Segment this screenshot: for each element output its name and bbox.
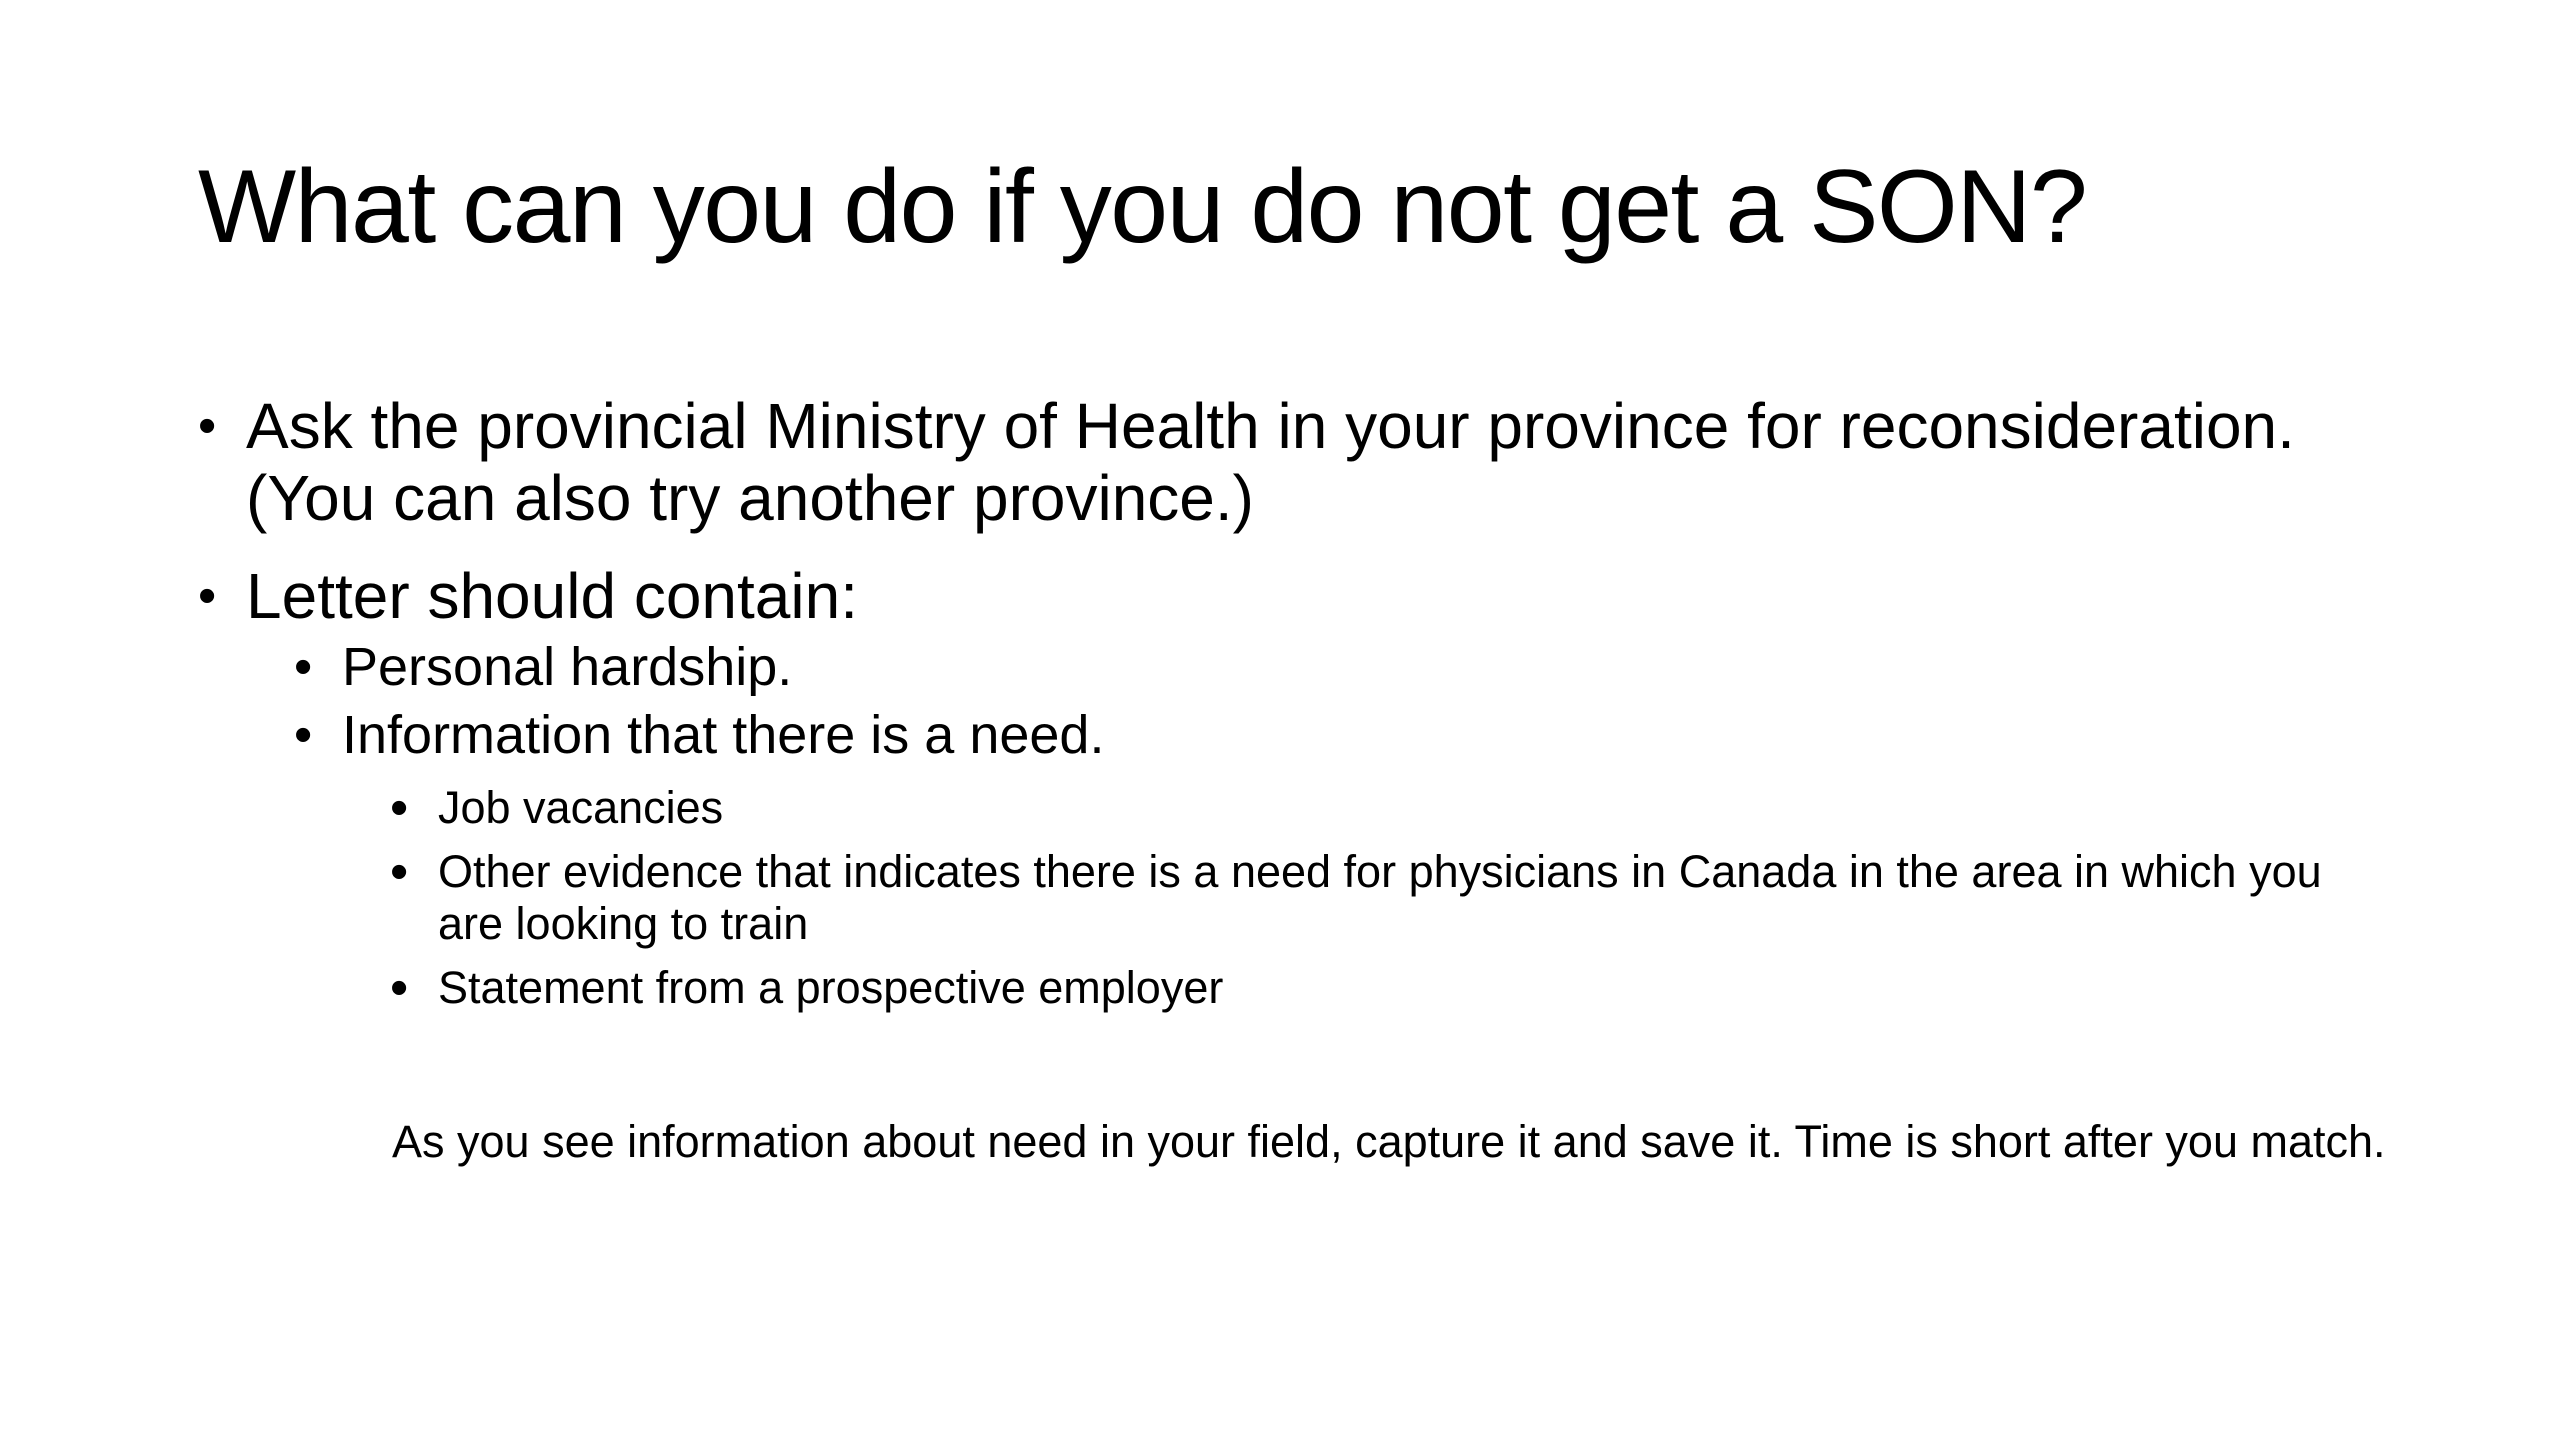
bullet-dot-icon: • bbox=[390, 843, 409, 901]
bullet-list bbox=[198, 390, 2398, 1040]
sub-sub-bullet-item-employer bbox=[390, 959, 2494, 1017]
sub-sub-bullet-list bbox=[342, 779, 2446, 1017]
sub-bullet-item-need bbox=[294, 700, 2446, 1017]
sub-bullet-text: Personal hardship. bbox=[342, 637, 793, 697]
sub-bullet-item-hardship bbox=[294, 632, 2446, 702]
slide-title: What can you do if you do not get a SON? bbox=[198, 149, 2087, 265]
bullet-dot-icon: • bbox=[198, 567, 217, 625]
sub-bullet-list bbox=[246, 632, 2398, 1017]
bullet-dot-icon: • bbox=[390, 959, 409, 1017]
sub-bullet-text: Information that there is a need. bbox=[342, 705, 1105, 765]
bullet-dot-icon: • bbox=[198, 397, 217, 455]
bullet-item-reconsideration bbox=[198, 390, 2398, 534]
bullet-dot-icon: • bbox=[294, 706, 313, 764]
bullet-dot-icon: • bbox=[294, 638, 313, 696]
bullet-dot-icon: • bbox=[390, 779, 409, 837]
sub-sub-bullet-text: Statement from a prospective employer bbox=[438, 962, 1224, 1013]
sub-sub-bullet-item-evidence bbox=[390, 843, 2338, 950]
sub-sub-bullet-text: Job vacancies bbox=[438, 782, 724, 833]
note-text: As you see information about need in your field, capture it and save it. Time is short after you match. bbox=[392, 1116, 2386, 1167]
bullet-text: Letter should contain: bbox=[246, 560, 858, 632]
bullet-item-letter bbox=[198, 560, 2398, 1017]
sub-sub-bullet-text: Other evidence that indicates there is a need for physicians in Canada in the area in which you are looking to train bbox=[438, 846, 2322, 949]
sub-sub-bullet-item-vacancies bbox=[390, 779, 2494, 837]
bullet-text: Ask the provincial Ministry of Health in your province for reconsideration. (You can also try another province.) bbox=[246, 390, 2295, 534]
